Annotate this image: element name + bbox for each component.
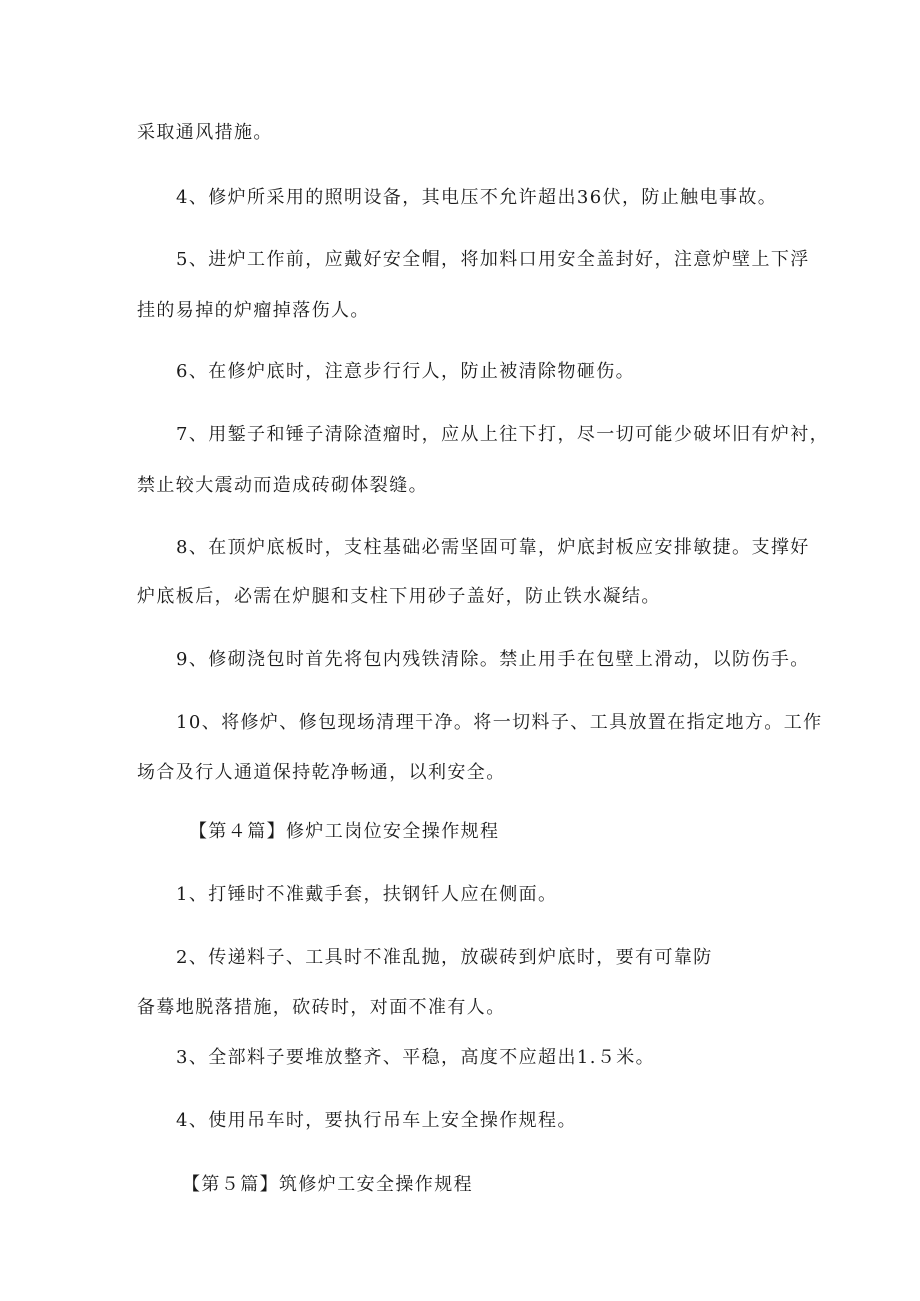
paragraph-line: 禁止较大震动而造成砖砌体裂缝。: [137, 475, 428, 496]
paragraph-line: 9、修砌浇包时首先将包内残铁清除。禁止用手在包壁上滑动，以防伤手。: [176, 649, 810, 670]
section-heading: 【第５篇】筑修炉工安全操作规程: [182, 1174, 473, 1195]
paragraph-line: 5、进炉工作前，应戴好安全帽，将加料口用安全盖封好，注意炉壁上下浮: [176, 249, 810, 270]
paragraph-line: 7、用錾子和锤子清除渣瘤时，应从上往下打，尽一切可能少破坏旧有炉衬，: [176, 424, 830, 445]
paragraph-line: 3、全部料子要堆放整齐、平稳，高度不应超出1.５米。: [176, 1047, 656, 1068]
paragraph-line: 10、将修炉、修包现场清理干净。将一切料子、工具放置在指定地方。工作: [176, 712, 823, 733]
section-heading: 【第４篇】修炉工岗位安全操作规程: [189, 821, 500, 842]
paragraph-line: 炉底板后，必需在炉腿和支柱下用砂子盖好，防止铁水凝结。: [137, 586, 661, 607]
paragraph-line: 挂的易掉的炉瘤掉落伤人。: [137, 300, 370, 321]
paragraph-line: 1、打锤时不准戴手套，扶钢钎人应在侧面。: [176, 884, 558, 905]
paragraph-line: 采取通风措施。: [137, 122, 273, 143]
paragraph-line: 6、在修炉底时，注意步行行人，防止被清除物砸伤。: [176, 361, 636, 382]
paragraph-line: 4、使用吊车时，要执行吊车上安全操作规程。: [176, 1110, 577, 1131]
paragraph-line: 2、传递料子、工具时不准乱抛，放碳砖到炉底时，要有可靠防: [176, 947, 713, 968]
paragraph-line: 备蓦地脱落措施，砍砖时，对面不准有人。: [137, 997, 506, 1018]
paragraph-line: 8、在顶炉底板时，支柱基础必需坚固可靠，炉底封板应安排敏捷。支撑好: [176, 537, 810, 558]
paragraph-line: 场合及行人通道保持乾净畅通，以利安全。: [137, 762, 506, 783]
paragraph-line: 4、修炉所采用的照明设备，其电压不允许超出36伏，防止触电事故。: [176, 187, 778, 208]
